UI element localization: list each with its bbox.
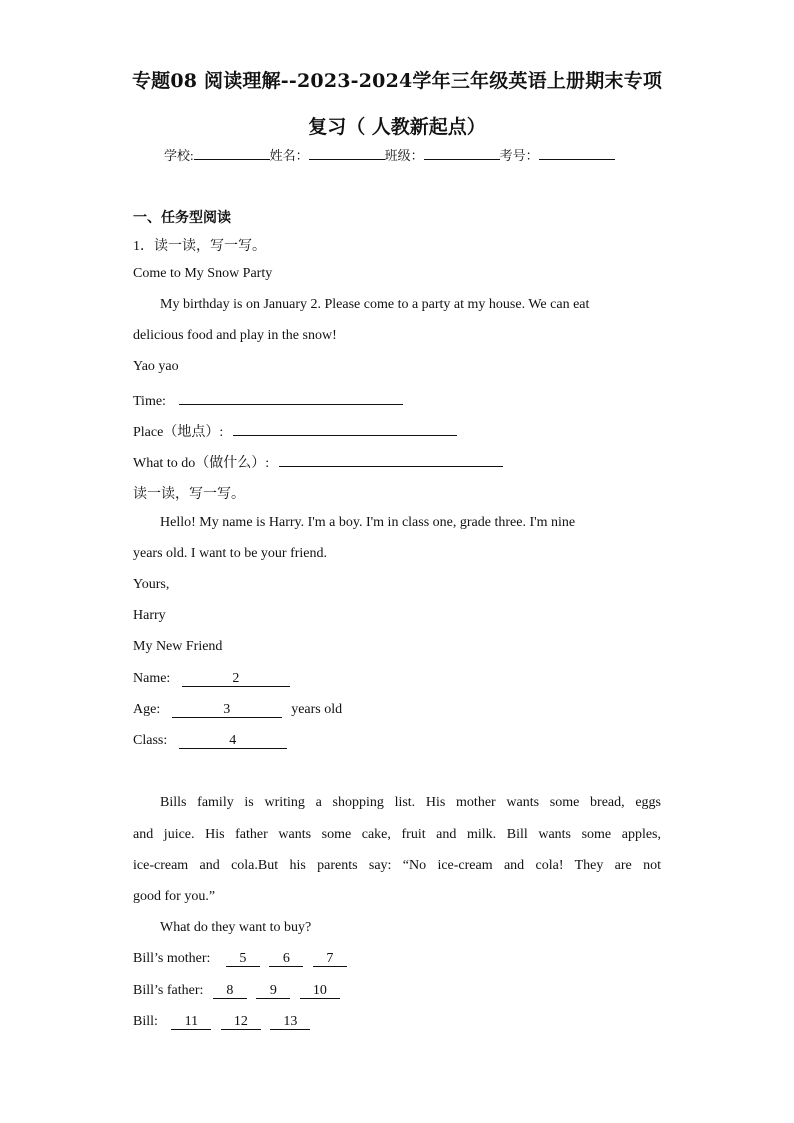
page-subtitle: 复习（ 人教新起点） bbox=[308, 116, 486, 138]
name-label: 姓名： bbox=[269, 148, 309, 163]
place-label: Place（地点）: bbox=[133, 425, 224, 440]
age-answer-blank[interactable]: 3 bbox=[172, 703, 282, 718]
mother-row bbox=[133, 951, 347, 967]
answer-blank-13[interactable]: 13 bbox=[270, 1015, 310, 1030]
section-heading: 一、任务型阅读 bbox=[133, 210, 231, 226]
letter-sender: Harry bbox=[133, 608, 166, 623]
answer-blank-11[interactable]: 11 bbox=[171, 1015, 211, 1030]
answer-blank-5[interactable]: 5 bbox=[226, 952, 260, 967]
what-row bbox=[133, 452, 503, 472]
story-line-4: good for you.” bbox=[133, 889, 216, 904]
answer-blank-10[interactable]: 10 bbox=[300, 984, 340, 999]
page-title: 专题08 阅读理解--2023-2024学年三年级英语上册期末专项 bbox=[131, 70, 663, 92]
story-question: What do they want to buy? bbox=[160, 920, 312, 935]
time-label: Time: bbox=[133, 394, 166, 409]
answer-blank-12[interactable]: 12 bbox=[221, 1015, 261, 1030]
exam-no-label: 考号： bbox=[499, 148, 539, 163]
name-row bbox=[133, 671, 290, 687]
place-answer-blank[interactable] bbox=[233, 421, 457, 436]
story-line-3: ice-cream and cola.But his parents say: “No ice-cream and cola! They are not bbox=[133, 858, 661, 873]
father-row bbox=[133, 983, 340, 999]
name-blank[interactable] bbox=[309, 147, 385, 160]
class-blank[interactable] bbox=[424, 147, 500, 160]
letter-closing: Yours, bbox=[133, 577, 170, 592]
school-blank[interactable] bbox=[194, 147, 270, 160]
answer-blank-7[interactable]: 7 bbox=[313, 952, 347, 967]
age-field-label: Age: bbox=[133, 702, 161, 717]
time-row bbox=[133, 390, 403, 410]
place-row bbox=[133, 421, 457, 441]
answer-blank-6[interactable]: 6 bbox=[269, 952, 303, 967]
father-label: Bill’s father: bbox=[133, 983, 204, 998]
story-line-2: and juice. His father wants some cake, fruit and milk. Bill wants some apples, bbox=[133, 827, 661, 842]
letter-line-1: Hello! My name is Harry. I'm a boy. I'm in class one, grade three. I'm nine bbox=[160, 515, 576, 530]
age-row bbox=[133, 702, 342, 718]
class-label: 班级： bbox=[384, 148, 424, 163]
bill-label: Bill: bbox=[133, 1014, 158, 1029]
letter-line-2: years old. I want to be your friend. bbox=[133, 546, 327, 561]
name-answer-blank[interactable]: 2 bbox=[182, 672, 290, 687]
mother-label: Bill’s mother: bbox=[133, 951, 211, 966]
exam-no-blank[interactable] bbox=[539, 147, 615, 160]
name-field-label: Name: bbox=[133, 671, 171, 686]
time-answer-blank[interactable] bbox=[179, 390, 403, 405]
what-answer-blank[interactable] bbox=[279, 452, 503, 467]
bill-row bbox=[133, 1014, 310, 1030]
invite-title: Come to My Snow Party bbox=[133, 266, 273, 281]
question-label: 1．读一读，写一写。 bbox=[133, 239, 266, 254]
invite-body-line-2: delicious food and play in the snow! bbox=[133, 328, 337, 343]
instruction: 读一读，写一写。 bbox=[133, 487, 245, 502]
invite-signature: Yao yao bbox=[133, 359, 179, 374]
answer-blank-9[interactable]: 9 bbox=[256, 984, 290, 999]
student-info-line bbox=[164, 145, 615, 164]
school-label: 学校: bbox=[164, 148, 194, 163]
class-row bbox=[133, 733, 287, 749]
what-label: What to do（做什么）: bbox=[133, 456, 270, 471]
answer-blank-8[interactable]: 8 bbox=[213, 984, 247, 999]
age-suffix: years old bbox=[291, 702, 343, 717]
class-answer-blank[interactable]: 4 bbox=[179, 734, 287, 749]
story-line-1: Bills family is writing a shopping list. His mother wants some bread, eggs bbox=[160, 795, 661, 810]
form-title: My New Friend bbox=[133, 639, 223, 654]
class-field-label: Class: bbox=[133, 733, 168, 748]
invite-body-line-1: My birthday is on January 2. Please come to a party at my house. We can eat bbox=[160, 297, 590, 312]
